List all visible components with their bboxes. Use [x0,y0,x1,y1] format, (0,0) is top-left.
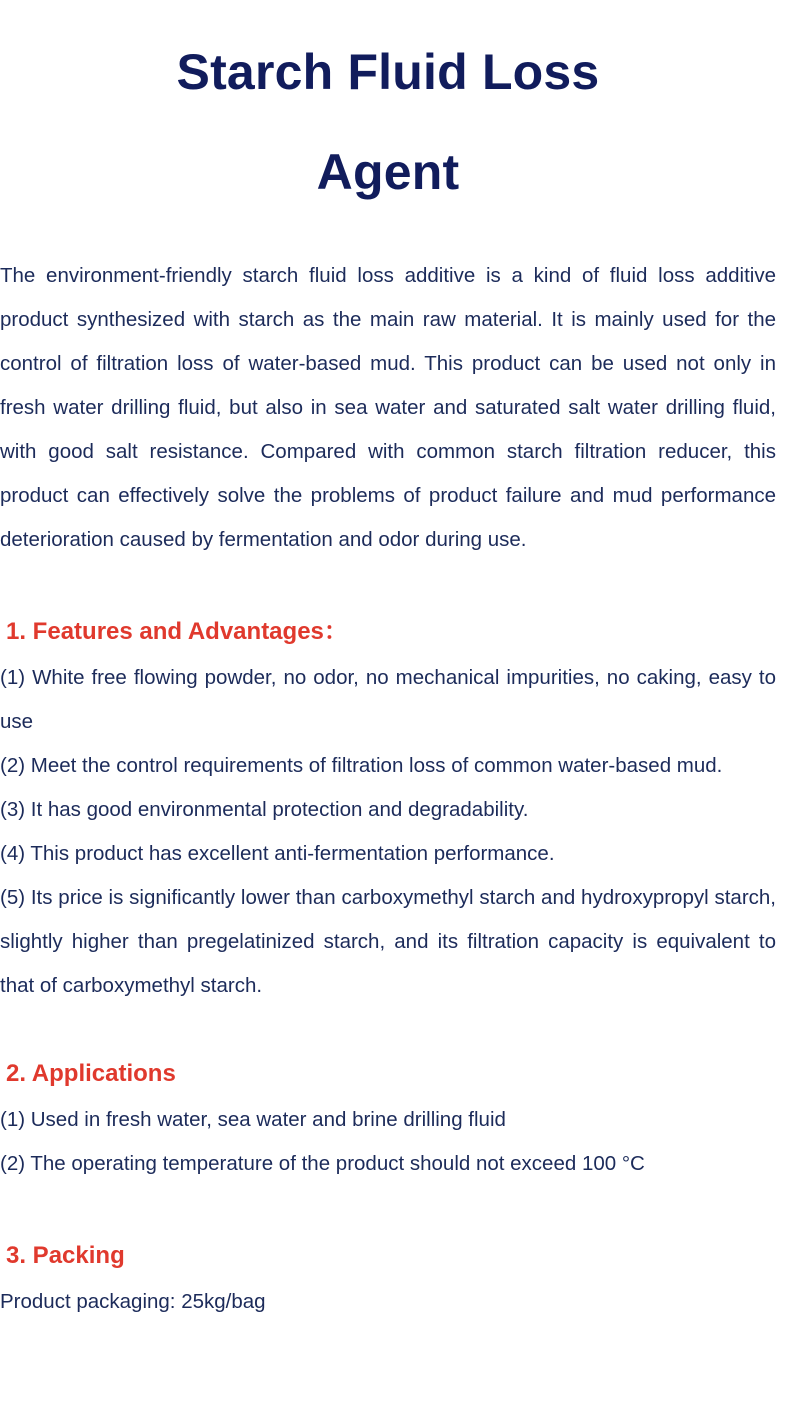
packing-heading: 3. Packing [6,1242,125,1269]
application-item: (2) The operating temperature of the product should not exceed 100 °C [0,1152,645,1175]
page-title-line-1: Starch Fluid Loss [176,44,600,100]
feature-item: (2) Meet the control requirements of filtration loss of common water-based mud. [0,754,723,777]
feature-item: (4) This product has excellent anti-fermentation performance. [0,842,555,865]
feature-item: (5) Its price is significantly lower than carboxymethyl starch and hydroxypropyl starch, slightly higher than pregelatinized starch, and its filtration capacity is equivalent to that of carboxymethyl starch. [0,886,776,997]
applications-heading: 2. Applications [6,1060,176,1087]
applications-list [0,1098,776,1186]
packing-text: Product packaging: 25kg/bag [0,1290,266,1313]
features-list [0,656,776,1008]
feature-item: (3) It has good environmental protection and degradability. [0,798,529,821]
feature-item: (1) White free flowing powder, no odor, no mechanical impurities, no caking, easy to use [0,666,776,733]
application-item: (1) Used in fresh water, sea water and brine drilling fluid [0,1108,506,1131]
page-title [0,0,776,222]
page-title-line-2: Agent [316,144,460,200]
features-heading: 1. Features and Advantages： [6,618,348,645]
intro-paragraph: The environment-friendly starch fluid loss additive is a kind of fluid loss additive product synthesized with starch as the main raw material. It is mainly used for the control of filtration loss of water-based mud. This product can be used not only in fresh water drilling fluid, but also in sea water and saturated salt water drilling fluid, with good salt resistance. Compared with common starch filtration reducer, this product can effectively solve the problems of product failure and mud performance deterioration caused by fermentation and odor during use. [0,264,776,551]
